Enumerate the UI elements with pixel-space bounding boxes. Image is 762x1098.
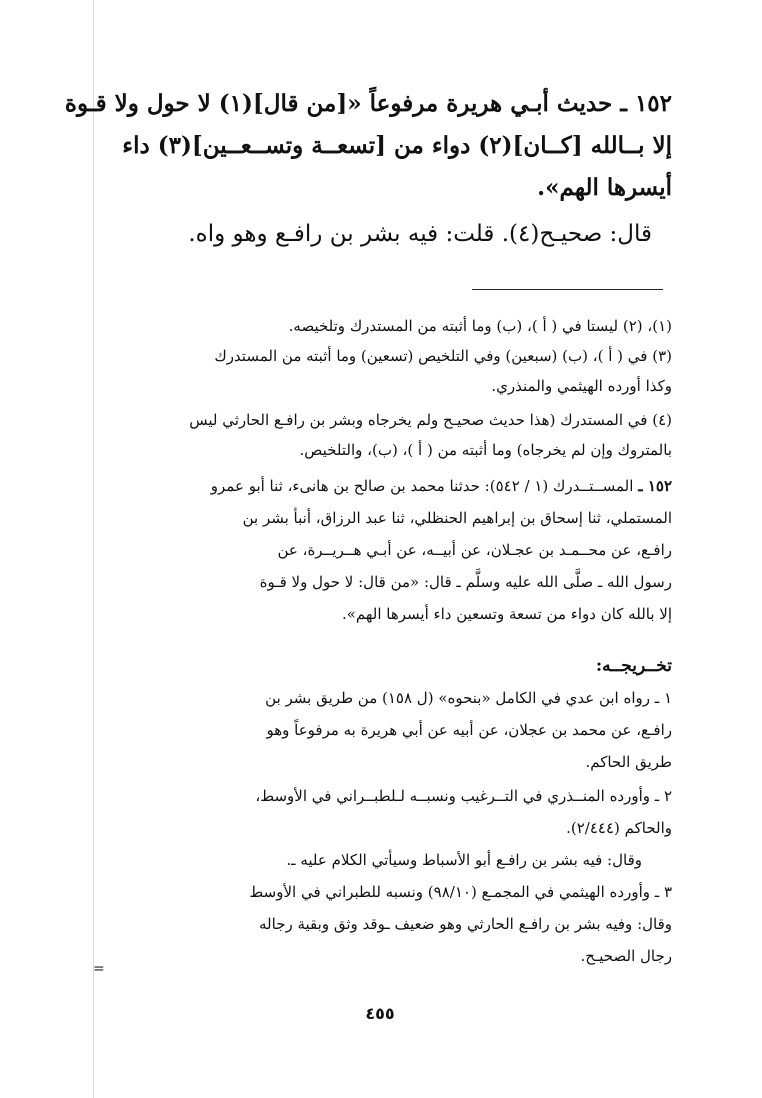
takhrij-line-9: رجال الصحيـح. [580,947,672,965]
takhrij-line-6: وقال: فيه بشر بن رافـع أبو الأسباط وسيأتي الكلام عليه ـ. [286,851,642,869]
footnotes [97,312,672,472]
takhrij-line-3: طريق الحاكم. [585,753,672,771]
footnote-3-cont: وكذا أورده الهيثمي والمنذري. [491,377,672,395]
hadith-line-2: إلا بــالله [كــان](٢) دواء من [تسعــة وتســعــين](٣) داء [122,132,672,159]
footnote-1: (١)، (٢) ليستا في ( أ )، (ب) وما أثبته من المستدرك وتلخيصه. [288,317,672,335]
takhrij-line-1: ١ ـ رواه ابن عدي في الكامل «بنحوه» (ل ١٥٨) من طريق بشر بن [265,689,672,707]
mustadrak-line-3: رافـع، عن محــمـد بن عجـلان، عن أبيــه، عن أبـي هــريــرة، عن [277,541,672,559]
mustadrak-line-4: رسول الله ـ صلَّى الله عليه وسلَّم ـ قال: «من قال: لا حول ولا قـوة [259,573,672,591]
mustadrak-number: ١٥٢ ـ [638,477,672,495]
takhrij-line-5: والحاكم (٢/٤٤٤). [566,819,672,837]
takhrij-line-2: رافـع، عن محمد بن عجلان، عن أبيه عن أبي هريرة به مرفوعاً وهو [266,721,672,739]
mustadrak-section [97,472,672,632]
takhrij-line-7: ٣ ـ وأورده الهيثمي في المجمـع (٩٨/١٠) ونسبه للطبراني في الأوسط [249,883,672,901]
hadith-number: ١٥٢ ـ [620,90,672,117]
footnote-3: (٣) في ( أ )، (ب) (سبعين) وفي التلخيص (تسعين) وما أثبته من المستدرك [214,347,672,365]
footnote-separator [472,289,663,290]
hadith-line-3: أيسرها الهم». [537,174,672,201]
edge-mark: = [93,961,105,977]
hadith-verdict: قال: صحيـح(٤). قلت: فيه بشر بن رافـع وهو واه. [188,221,652,247]
hadith-line-1: حديث أبـي هريرة مرفوعاً «[من قال](١) لا حول ولا قـوة [64,90,613,117]
takhrij-heading: تخــريجــه: [595,656,672,676]
takhrij-line-4: ٢ ـ وأورده المنــذري في التــرغيب ونسبــه لـلطبــراني في الأوسط، [255,787,672,805]
margin-rule [93,0,94,1098]
footnote-4-cont: بالمتروك وإن لم يخرجاه) وما أثبته من ( أ )، (ب)، والتلخيص. [299,441,672,459]
mustadrak-line-1: المســتــدرك (١ / ٥٤٢): حدثنا محمد بن صالح بن هانىء، ثنا أبو عمرو [210,477,634,495]
mustadrak-line-2: المستملي، ثنا إسحاق بن إبراهيم الحنظلي، ثنا عبد الرزاق، أنبأ بشر بن [242,509,672,527]
takhrij-section [97,652,672,982]
mustadrak-line-5: إلا بالله كان دواء من تسعة وتسعين داء أيسرها الهم». [341,605,672,623]
takhrij-line-8: وقال: وفيه بشر بن رافـع الحارثي وهو ضعيف ـوقد وثق وبقية رجاله [259,915,672,933]
page-number: ٤٥٥ [365,1004,395,1023]
footnote-4: (٤) في المستدرك (هذا حديث صحيـح ولم يخرجاه وبشر بن رافـع الحارثي ليس [189,411,672,429]
hadith-text [64,84,672,254]
